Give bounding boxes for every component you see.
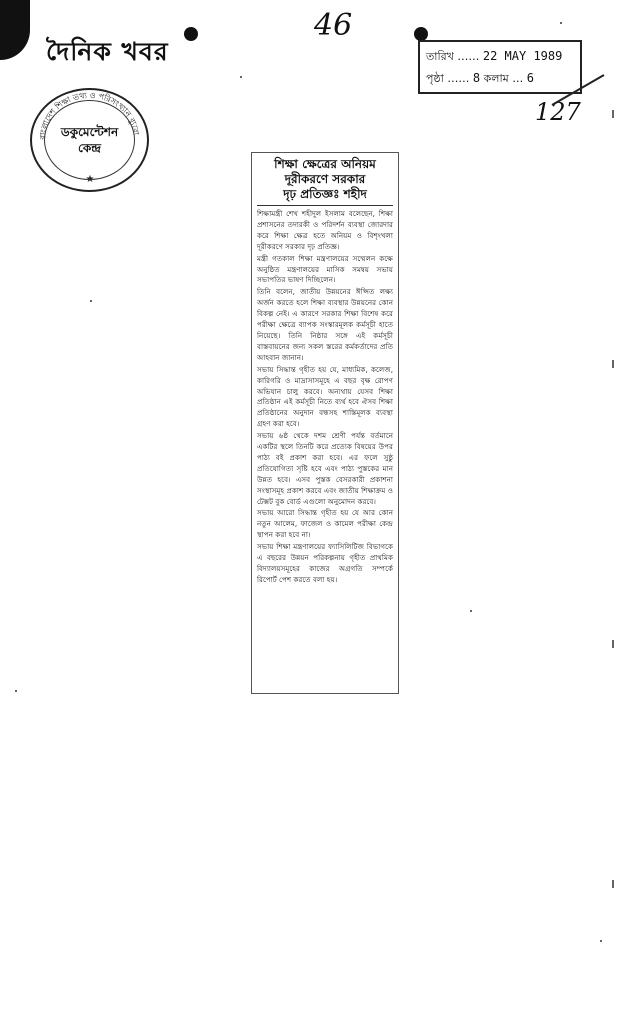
scan-edge-mark xyxy=(612,640,614,648)
article-paragraph: মন্ত্রী গতকাল শিক্ষা মন্ত্রণালয়ের সম্মেলন কক্ষে অনুষ্ঠিত মন্ত্রণালয়ের মাসিক সমন্বয় সভায় সভাপতির ভাষণ দিচ্ছিলেন। xyxy=(257,253,393,285)
headline-line-2: দূরীকরণে সরকার xyxy=(284,172,366,186)
article-paragraph: সভায় শিক্ষা মন্ত্রণালয়ের ফ্যাসিলিটিজ বিভাগকে এ বছরের উন্নয়ন পরিকল্পনায় গৃহীত প্রাথমিক বিদ্যালয়সমূহের কাজের অগ্রগতি সম্পর্কে রিপোর্ট পেশ করতে বলা হয়। xyxy=(257,542,393,584)
article-paragraph: শিক্ষামন্ত্রী শেখ শহীদুল ইসলাম বলেছেন, শিক্ষা প্রশাসনের তদারকী ও পরিদর্শন ব্যবস্থা জোরদার করে শিক্ষা ক্ষেত্র হতে অনিয়ম ও বিশৃংখলা দূরীকরণে সরকার দৃঢ় প্রতিজ্ঞ। xyxy=(257,209,393,251)
scan-edge-mark xyxy=(612,110,614,118)
corner-ink-blot xyxy=(0,0,30,60)
handwritten-corner-number: 127 xyxy=(535,98,581,126)
article-paragraph: সভায় আরো সিদ্ধান্ত গৃহীত হয় যে আর কোন নতুন আলেম, ফাজেল ও কামেল পরীক্ষা কেন্দ্র স্থাপন করা হবে না। xyxy=(257,508,393,540)
punch-hole-left xyxy=(184,27,198,41)
newspaper-masthead: দৈনিক খবর xyxy=(46,37,169,66)
article-paragraph: সভায় ৬ষ্ঠ থেকে দশম শ্রেণী পর্যন্ত বর্তমানে একটির স্থলে তিনটি করে প্রত্যেক বিষয়ের উপর পাঠ্য বই প্রকাশ করা হবে। এর ফলে সুষ্ঠু প্রতিযোগিতা সৃষ্টি হবে এবং পাঠ্য পুস্তকের মান উন্নত হবে। এসব পুস্তক বেসরকারী প্রকাশনা সংস্থাসমূহ প্রকাশ করবে এবং জাতীয় শিক্ষাক্রম ও টেক্সট বুক বোর্ড এগুলো অনুমোদন করবে। xyxy=(257,431,393,506)
scan-speck xyxy=(15,690,17,692)
scan-speck xyxy=(240,76,242,78)
date-value: 22 MAY 1989 xyxy=(482,49,563,63)
punch-hole-right xyxy=(414,27,428,41)
article-paragraph: তিনি বলেন, জাতীয় উন্নয়নের ঈপ্সিত লক্ষ্য অর্জন করতে হলে শিক্ষা ব্যবস্থার উন্নয়নের কোন বিকল্প নেই। এ কারণে সরকার শিক্ষা বিশেষ করে পরীক্ষা ক্ষেত্রে ব্যাপক সংস্কারমূলক কর্মসূচী হাতে নিয়েছে। তিনি নিষ্ঠার সঙ্গে এই কর্মসূচী বাস্তবায়নের জন্য সকল স্তরের কর্মকর্তাদের প্রতি আহবান জানান। xyxy=(257,287,393,362)
scan-speck xyxy=(90,300,92,302)
newspaper-clipping xyxy=(251,152,399,694)
date-row: তারিখ …… 22 MAY 1989 xyxy=(426,49,563,63)
column-value: 6 xyxy=(526,71,534,85)
documentation-center-seal xyxy=(30,88,149,192)
page-column-row: পৃষ্ঠা …… 8 কলাম … 6 xyxy=(426,71,534,85)
seal-ring-text: বাংলাদেশ শিক্ষা তথ্য ও পরিসংখ্যান ব্যুরো xyxy=(38,90,141,140)
seal-center xyxy=(44,100,135,180)
scan-speck xyxy=(470,610,472,612)
scan-speck xyxy=(600,940,602,942)
article-paragraph: সভায় সিদ্ধান্ত গৃহীত হয় যে, মাধ্যমিক, কলেজ, কারিগরি ও মাদ্রাসাসমূহে এ বছর বৃক্ষ রোপণ অভিযান চালু করবে। অন্যথায় যেসব শিক্ষা প্রতিষ্ঠান এই কর্মসূচী নিতে ব্যর্থ হবে ঐসব শিক্ষা প্রতিষ্ঠানের অনুদান বন্ধসহ শাস্তিমূলক ব্যবস্থা গ্রহণ করা হবে। xyxy=(257,364,393,429)
scan-speck xyxy=(560,22,562,24)
page-label: পৃষ্ঠা xyxy=(426,72,444,85)
page-value: 8 xyxy=(472,71,481,85)
headline-line-1: শিক্ষা ক্ষেত্রের অনিয়ম xyxy=(274,157,376,171)
headline-line-3: দৃঢ় প্রতিজ্ঞঃ শহীদ xyxy=(283,187,367,201)
date-stamp-box xyxy=(418,40,582,94)
svg-text:★: ★ xyxy=(85,174,95,185)
date-label: তারিখ xyxy=(426,50,454,63)
seal-line-1: ডকুমেন্টেশন xyxy=(60,125,119,139)
seal-line-2: কেন্দ্র xyxy=(78,141,101,155)
article-headline xyxy=(257,157,393,206)
handwritten-page-number: 46 xyxy=(314,8,353,43)
scan-edge-mark xyxy=(612,360,614,368)
scan-edge-mark xyxy=(612,880,614,888)
column-label: কলাম xyxy=(483,72,509,85)
